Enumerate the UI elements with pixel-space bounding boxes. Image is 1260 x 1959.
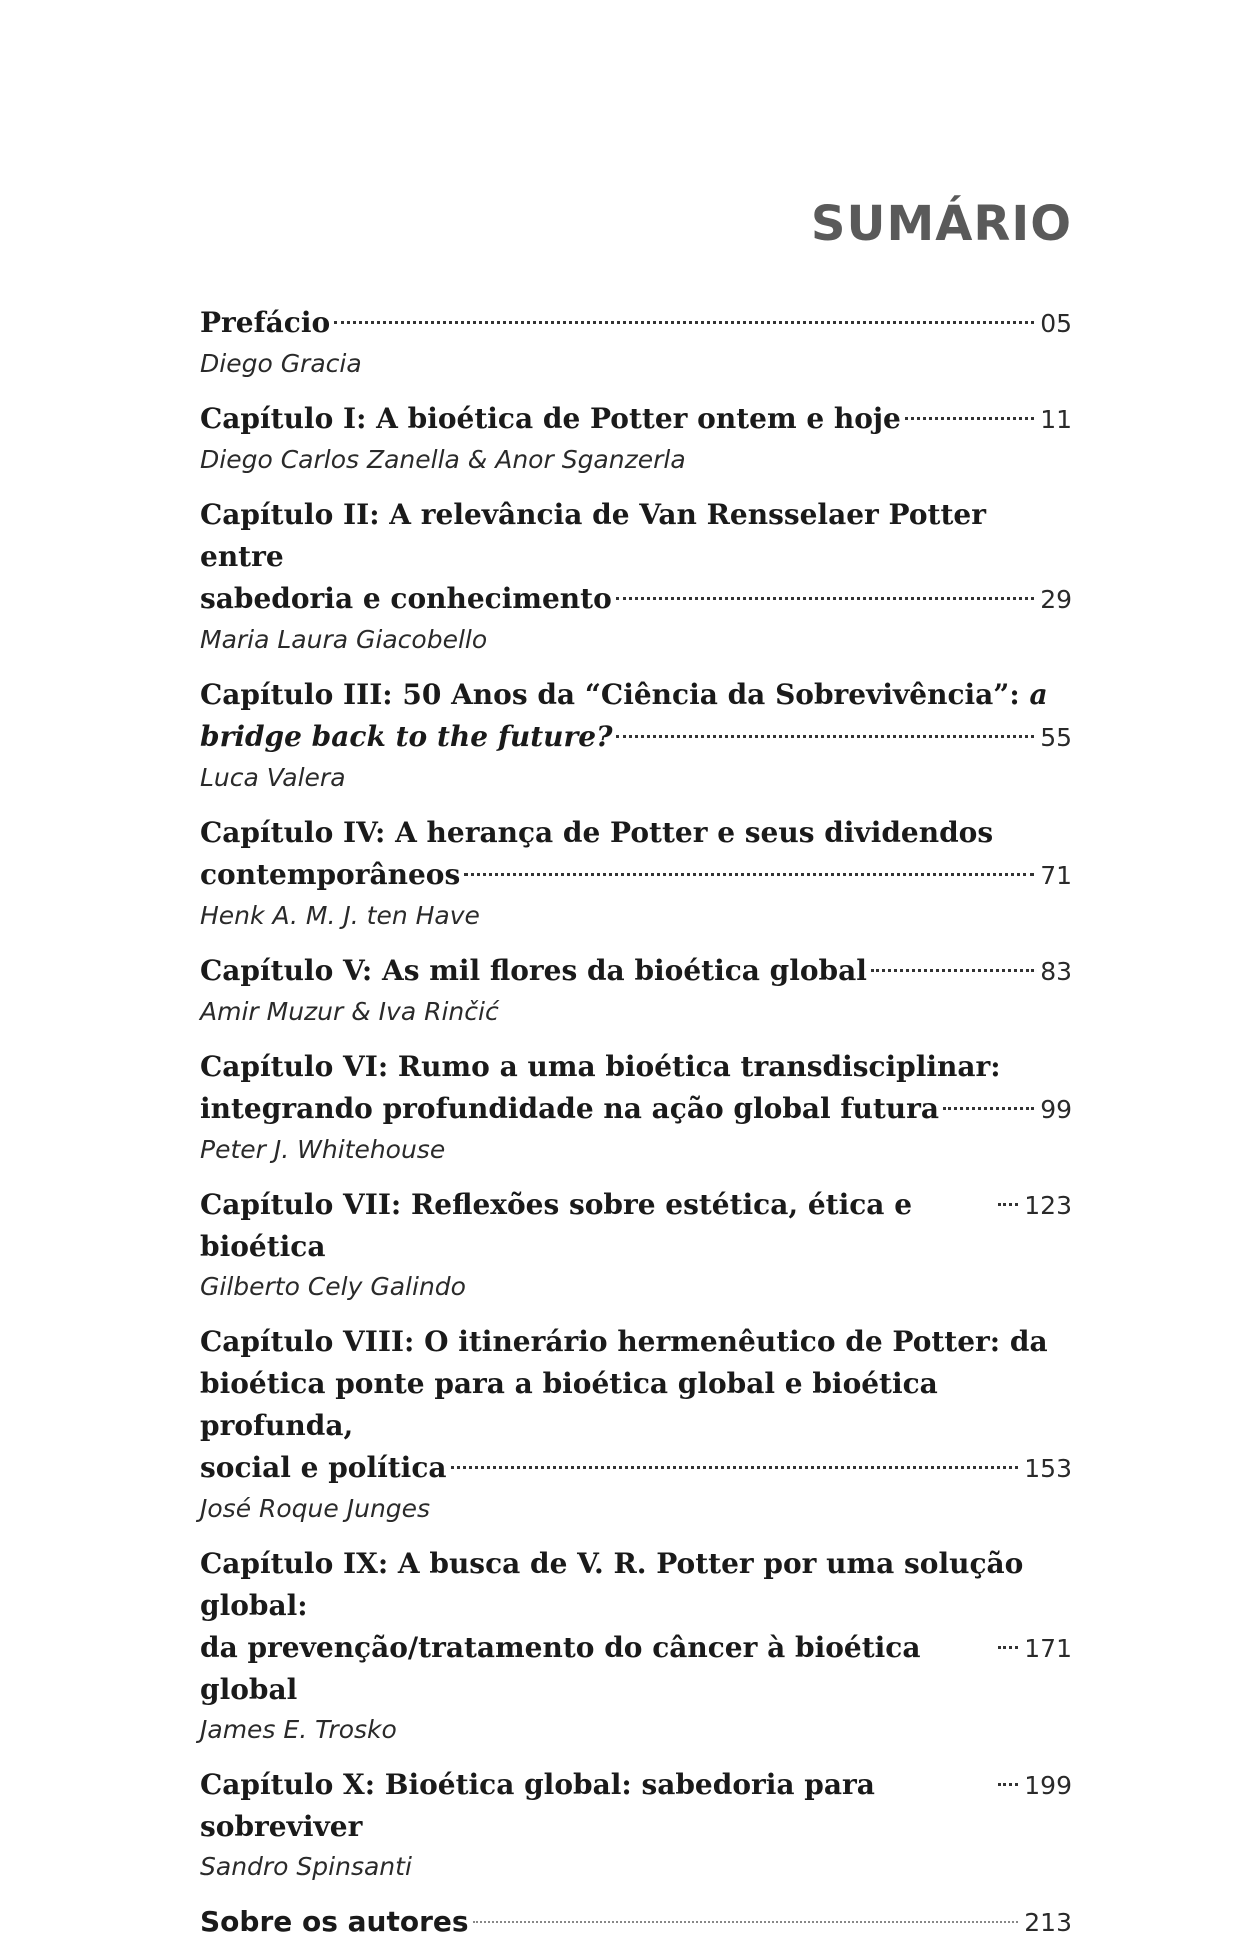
- entry-title-line: Capítulo III: 50 Anos da “Ciência da Sobrevivência”:: [200, 678, 1030, 711]
- page-number: 123: [1024, 1191, 1072, 1220]
- dot-leader: [616, 597, 1034, 600]
- toc-entry-chapter-9: [200, 1543, 1072, 1749]
- entry-title-line: Capítulo VI: Rumo a uma bioética transdisciplinar:: [200, 1050, 1001, 1083]
- page-number: 171: [1024, 1634, 1072, 1663]
- toc-entry-chapter-7: [200, 1184, 1072, 1306]
- page-number: 55: [1040, 723, 1072, 752]
- dot-leader: [998, 1646, 1018, 1649]
- entry-title: Capítulo I: A bioética de Potter ontem e hoje: [200, 402, 901, 435]
- entry-author: Diego Gracia: [200, 349, 362, 378]
- entry-title: Sobre os autores: [200, 1905, 469, 1938]
- entry-author: Diego Carlos Zanella & Anor Sganzerla: [200, 445, 686, 474]
- page-number: 213: [1024, 1908, 1072, 1937]
- toc-entry-chapter-2: [200, 494, 1072, 659]
- entry-author: Amir Muzur & Iva Rinčić: [200, 997, 499, 1026]
- toc-entry-chapter-5: [200, 950, 1072, 1031]
- entry-author: Sandro Spinsanti: [200, 1852, 412, 1881]
- dot-leader: [473, 1921, 1019, 1923]
- page-number: 11: [1040, 405, 1072, 434]
- toc-entry-chapter-3: [200, 674, 1072, 797]
- entry-title: Capítulo V: As mil flores da bioética global: [200, 954, 867, 987]
- entry-title-line: integrando profundidade na ação global futura: [200, 1092, 940, 1125]
- entry-author: James E. Trosko: [200, 1715, 397, 1744]
- toc-entry-chapter-1: [200, 398, 1072, 479]
- entry-author: Maria Laura Giacobello: [200, 625, 488, 654]
- entry-title: Capítulo VII: Reflexões sobre estética, ética e bioética: [200, 1188, 913, 1263]
- entry-title-italic: bridge back to the future?: [200, 720, 613, 753]
- page-number: 71: [1040, 861, 1072, 890]
- entry-title-italic: a: [1029, 678, 1048, 711]
- dot-leader: [464, 873, 1034, 876]
- dot-leader: [334, 321, 1034, 324]
- page-number: 199: [1024, 1771, 1072, 1800]
- entry-title-line: contemporâneos: [200, 858, 461, 891]
- page-number: 153: [1024, 1454, 1072, 1483]
- page-number: 99: [1040, 1095, 1072, 1124]
- dot-leader: [943, 1107, 1034, 1110]
- entry-title-line: Capítulo II: A relevância de Van Rensselaer Potter entre: [200, 498, 986, 573]
- toc-entry-chapter-10: [200, 1764, 1072, 1886]
- dot-leader: [616, 735, 1034, 738]
- toc-entry-prefacio: [200, 302, 1072, 383]
- toc-entry-chapter-8: [200, 1321, 1072, 1528]
- toc-entry-chapter-6: [200, 1046, 1072, 1169]
- page-number: 05: [1040, 309, 1072, 338]
- toc-entry-chapter-4: [200, 812, 1072, 935]
- entry-title-line: da prevenção/tratamento do câncer à bioética global: [200, 1631, 921, 1706]
- entry-author: Peter J. Whitehouse: [200, 1135, 446, 1164]
- entry-author: José Roque Junges: [200, 1494, 431, 1523]
- page-title: SUMÁRIO: [810, 196, 1072, 252]
- entry-title: Prefácio: [200, 306, 331, 339]
- dot-leader: [451, 1466, 1019, 1469]
- entry-title-line: bioética ponte para a bioética global e bioética profunda,: [200, 1367, 938, 1442]
- entry-title-line: Capítulo VIII: O itinerário hermenêutico de Potter: da: [200, 1325, 1048, 1358]
- entry-title-line: sabedoria e conhecimento: [200, 582, 612, 615]
- entry-author: Gilberto Cely Galindo: [200, 1272, 466, 1301]
- page-number: 83: [1040, 957, 1072, 986]
- entry-author: Henk A. M. J. ten Have: [200, 901, 480, 930]
- dot-leader: [998, 1783, 1018, 1786]
- dot-leader: [998, 1203, 1018, 1206]
- entry-title: Capítulo X: Bioética global: sabedoria para sobreviver: [200, 1768, 875, 1843]
- entry-title-line: Capítulo IX: A busca de V. R. Potter por uma solução global:: [200, 1547, 1024, 1622]
- page-number: 29: [1040, 585, 1072, 614]
- dot-leader: [905, 417, 1034, 420]
- table-of-contents: [200, 302, 1072, 1959]
- entry-author: Luca Valera: [200, 763, 346, 792]
- dot-leader: [871, 969, 1034, 972]
- toc-entry-sobre-os-autores: [200, 1901, 1072, 1944]
- entry-title-line: social e política: [200, 1451, 447, 1484]
- entry-title-line: Capítulo IV: A herança de Potter e seus dividendos: [200, 816, 994, 849]
